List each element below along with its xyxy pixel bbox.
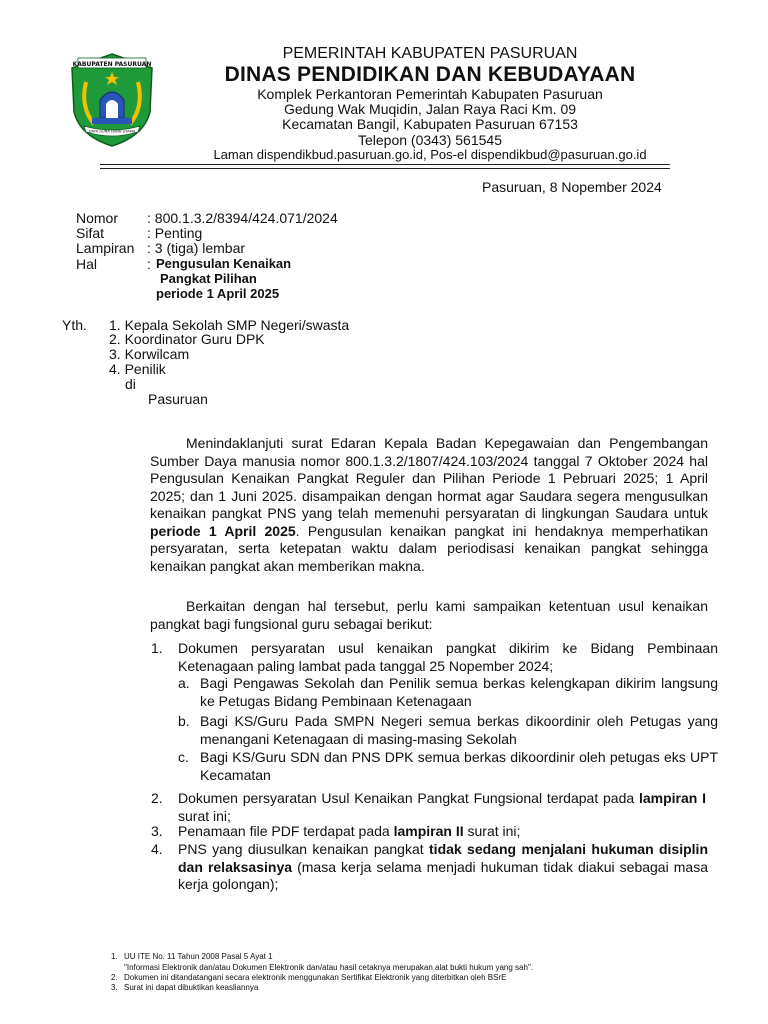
recipient-3: 3. Korwilcam xyxy=(109,346,190,362)
item-3-attachment: lampiran II xyxy=(393,823,464,839)
paragraph-1-text-b: . Pengusulan kenaikan pangkat ini hendaknya memperhatikan persyaratan, serta ketepatan waktu dalam periodisasi kenaikan pangkat sehingga kenaikan pangkat akan memberikan makna. xyxy=(150,522,708,574)
sub-b-text: Bagi KS/Guru Pada SMPN Negeri semua berkas dikoordinir oleh Petugas yang menangani Ketenagaan di masing-masing Sekolah xyxy=(200,713,718,747)
emblem-motto: DAYA GUNA LEBIH UTAMA xyxy=(88,129,136,134)
item-3-number: 3. xyxy=(151,823,163,839)
item-1-text: Dokumen persyaratan usul kenaikan pangkat dikirim ke Bidang Pembinaan Ketenagaan paling lambat pada tanggal 25 Nopember 2024; xyxy=(178,640,718,674)
paragraph-1-text-a: Menindaklanjuti surat Edaran Kepala Badan Kepegawaian dan Pengembangan Sumber Daya manusia nomor 800.1.3.2/1807/424.103/2024 tanggal 7 Oktober 2024 hal Pengusulan Kenaikan Pangkat Reguler dan Pilihan Periode 1 Pebruari 2025; 1 April 2025; dan 1 Juni 2025. disampaikan dengan hormat agar Saudara segera mengusulkan kenaikan pangkat PNS yang telah memenuhi persyaratan di lingkungan Saudara untuk xyxy=(150,435,708,521)
emblem-title: KABUPATEN PASURUAN xyxy=(72,61,152,68)
address-line-3: Kecamatan Bangil, Kabupaten Pasuruan 67153 xyxy=(282,116,578,132)
item-4-text xyxy=(178,841,708,894)
website-email-line: Laman dispendikbud.pasuruan.go.id, Pos-el dispendikbud@pasuruan.go.id xyxy=(213,147,647,162)
address-line-2: Gedung Wak Muqidin, Jalan Raya Raci Km. 09 xyxy=(283,101,577,117)
footnote-2: Dokumen ini ditandatangani secara elektronik menggunakan Sertifikat Elektronik yang diterbitkan oleh BSrE xyxy=(124,973,507,982)
sifat-label: Sifat xyxy=(76,225,105,241)
kabupaten-pasuruan-emblem xyxy=(70,52,154,148)
hal-label: Hal xyxy=(76,256,98,272)
item-4-discipline: tidak sedang menjalani hukuman disiplin dan relaksasinya xyxy=(178,841,708,875)
item-4-text-b: (masa kerja selama menjadi hukuman tidak diakui sebagai masa kerja golongan); xyxy=(178,858,708,892)
sub-a-letter: a. xyxy=(178,675,190,691)
letterhead-rule-thin xyxy=(100,168,670,169)
sub-c-letter: c. xyxy=(178,749,189,765)
nomor-value: : 800.1.3.2/8394/424.071/2024 xyxy=(147,210,338,226)
item-3-text-b: surat ini; xyxy=(463,823,521,839)
sub-a-text: Bagi Pengawas Sekolah dan Penilik semua berkas kelengkapan dikirim langsung ke Petugas Bidang Pembinaan Ketenagaan xyxy=(200,675,718,709)
hal-line-1: Pengusulan Kenaikan xyxy=(156,256,292,271)
item-2-text-a: Dokumen persyaratan Usul Kenaikan Pangkat Fungsional terdapat pada xyxy=(178,790,639,806)
item-1-number: 1. xyxy=(151,640,163,656)
agency-name: DINAS PENDIDIKAN DAN KEBUDAYAAN xyxy=(224,63,636,86)
paragraph-1 xyxy=(150,435,708,575)
item-3-text xyxy=(178,823,706,841)
footnote-3-number: 3. xyxy=(111,983,118,992)
item-2-attachment: lampiran I xyxy=(638,790,706,806)
lampiran-label: Lampiran xyxy=(76,240,135,256)
footnote-1-quote: "Informasi Elektronik dan/atau Dokumen Elektronik dan/atau hasil cetaknya merupakan alat bukti hukum yang sah". xyxy=(124,963,534,972)
item-4-number: 4. xyxy=(151,841,163,857)
yth-label: Yth. xyxy=(62,317,87,333)
recipient-place: Pasuruan xyxy=(148,391,208,407)
hal-line-2: Pangkat Pilihan xyxy=(160,271,257,286)
lampiran-value: : 3 (tiga) lembar xyxy=(147,240,246,256)
recipient-2: 2. Koordinator Guru DPK xyxy=(109,331,265,347)
address-line-1: Komplek Perkantoran Pemerintah Kabupaten Pasuruan xyxy=(257,86,603,102)
recipient-1: 1. Kepala Sekolah SMP Negeri/swasta xyxy=(109,317,350,333)
recipient-4: 4. Penilik xyxy=(109,361,166,377)
nomor-label: Nomor xyxy=(76,210,119,226)
sifat-value: : Penting xyxy=(147,225,203,241)
government-name: PEMERINTAH KABUPATEN PASURUAN xyxy=(282,45,578,62)
footnote-3: Surat ini dapat dibuktikan keasliannya xyxy=(124,983,259,992)
letter-date: Pasuruan, 8 Nopember 2024 xyxy=(482,179,662,195)
hal-line-3: periode 1 April 2025 xyxy=(156,286,280,301)
hal-colon: : xyxy=(147,256,151,272)
recipient-di: di xyxy=(125,376,136,392)
footnote-1-number: 1. xyxy=(111,952,118,961)
phone-line: Telepon (0343) 561545 xyxy=(357,132,502,148)
sub-c-text: Bagi KS/Guru SDN dan PNS DPK semua berkas dikoordinir oleh petugas eks UPT Kecamatan xyxy=(200,749,718,783)
letterhead-rule-thick xyxy=(100,164,670,165)
item-2-text-b: surat ini; xyxy=(178,807,231,824)
paragraph-2: Berkaitan dengan hal tersebut, perlu kami sampaikan ketentuan usul kenaikan pangkat bagi fungsional guru sebagai berikut: xyxy=(150,598,708,632)
footnote-2-number: 2. xyxy=(111,973,118,982)
item-4-text-a: PNS yang diusulkan kenaikan pangkat xyxy=(178,841,430,857)
footnote-1: UU ITE No. 11 Tahun 2008 Pasal 5 Ayat 1 xyxy=(124,952,273,961)
item-2-text xyxy=(178,790,706,825)
paragraph-1-period: periode 1 April 2025 xyxy=(150,522,296,539)
item-2-number: 2. xyxy=(151,790,163,806)
sub-b-letter: b. xyxy=(178,713,190,729)
item-3-text-a: Penamaan file PDF terdapat pada xyxy=(178,823,394,839)
